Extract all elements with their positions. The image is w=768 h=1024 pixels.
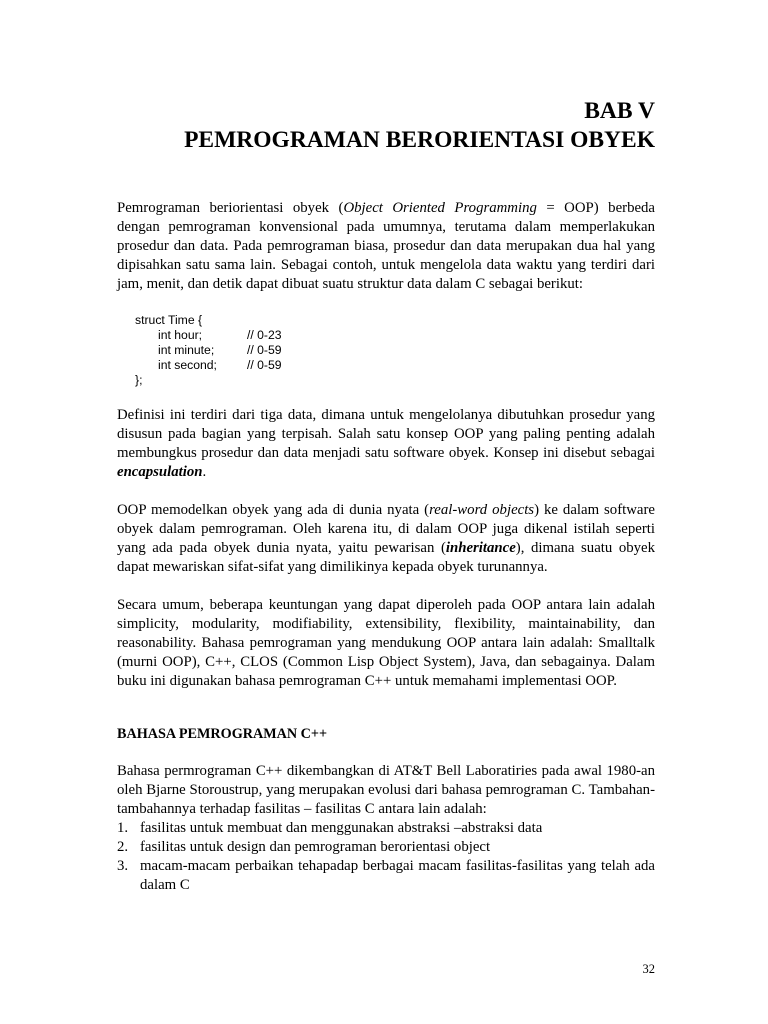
list-item (117, 857, 655, 895)
section-intro-paragraph: Bahasa permrograman C++ dikembangkan di AT&T Bell Laboratiries pada awal 1980-an oleh Bjarne Storoustrup, yang merupakan evolusi dari bahasa pemrograman C. Tambahan-tambahannya terhadap fasilitas – fasilitas C antara lain adalah: (117, 763, 655, 817)
intro-paragraph (117, 199, 655, 294)
chapter-title: PEMROGRAMAN BERORIENTASI OBYEK (184, 127, 655, 153)
list-item-number: 3. (117, 858, 129, 874)
field-declaration: int hour; (158, 328, 203, 342)
oop-term: Object Oriented Programming (343, 200, 537, 216)
inheritance-paragraph (117, 501, 655, 577)
code-line-field (135, 343, 655, 358)
code-line-close: }; (135, 373, 143, 387)
intro-lead: Pemrograman beriorientasi obyek ( (117, 200, 344, 216)
field-declaration: int minute; (158, 343, 215, 357)
real-world-objects-term: real-word objects (429, 502, 535, 518)
field-comment: // 0-59 (247, 358, 282, 372)
page-number: 32 (642, 962, 655, 976)
field-comment: // 0-23 (247, 328, 282, 342)
inheritance-term: inheritance (445, 540, 516, 556)
body-text (117, 199, 655, 895)
list-item (117, 838, 655, 857)
code-line-field (135, 328, 655, 343)
code-line-field (135, 358, 655, 373)
benefits-paragraph: Secara umum, beberapa keuntungan yang dapat diperoleh pada OOP antara lain adalah simplicity, modularity, modifiability, extensibility, flexibility, maintainability, dan reasonability. Bahasa pemrograman yang mendukung OOP antara lain adalah: Smalltalk (murni OOP), C++, CLOS (Common Lisp Object System), Java, dan sebagainya. Dalam buku ini digunakan bahasa pemrograman C++ untuk memahami implementasi OOP. (117, 597, 655, 689)
intro-rest: = OOP) berbeda dengan pemrograman konvensional pada umumnya, terutama dalam memperlakukan prosedur dan data. Pada pemrograman biasa, prosedur dan data merupakan dua hal yang dipisahkan satu sama lain. Sebagai contoh, untuk mengelola data waktu yang terdiri dari jam, menit, dan detik dapat dibuat suatu struktur data dalam C sebagai berikut: (117, 200, 655, 292)
list-item-text: macam-macam perbaikan tehapadap berbagai macam fasilitas-fasilitas yang telah ada dalam C (140, 858, 655, 893)
chapter-heading (184, 97, 655, 155)
section-heading: BAHASA PEMROGRAMAN C++ (117, 726, 328, 742)
encapsulation-term: encapsulation (117, 464, 203, 480)
struct-code-block (135, 313, 655, 388)
list-item-number: 1. (117, 820, 129, 836)
features-list (117, 819, 655, 895)
list-item-text: fasilitas untuk membuat dan menggunakan abstraksi –abstraksi data (140, 820, 543, 836)
inheritance-lead: OOP memodelkan obyek yang ada di dunia nyata ( (117, 502, 430, 518)
list-item (117, 819, 655, 838)
field-comment: // 0-59 (247, 343, 282, 357)
encapsulation-paragraph (117, 406, 655, 482)
document-page (117, 0, 655, 1024)
inheritance-mid: ) ke dalam software obyek dalam pemrograman. Oleh karena itu, di dalam OOP juga dikenal istilah seperti yang ada pada obyek dunia nyata, yaitu pewarisan ( (117, 502, 655, 556)
encapsulation-text: Definisi ini terdiri dari tiga data, dimana untuk mengelolanya dibutuhkan prosedur yang disusun pada bagian yang terpisah. Salah satu konsep OOP yang paling penting adalah membungkus prosedur dan data menjadi satu software obyek. Konsep ini disebut sebagai (117, 407, 655, 461)
field-declaration: int second; (158, 358, 217, 372)
list-item-text: fasilitas untuk design dan pemrograman berorientasi object (140, 839, 491, 855)
chapter-number: BAB V (584, 98, 655, 124)
inheritance-end: ), dimana suatu obyek dapat mewariskan sifat-sifat yang dimilikinya kepada obyek turunannya. (117, 540, 655, 575)
encapsulation-end: . (202, 464, 207, 480)
code-line-open: struct Time { (135, 313, 203, 327)
list-item-number: 2. (117, 839, 129, 855)
